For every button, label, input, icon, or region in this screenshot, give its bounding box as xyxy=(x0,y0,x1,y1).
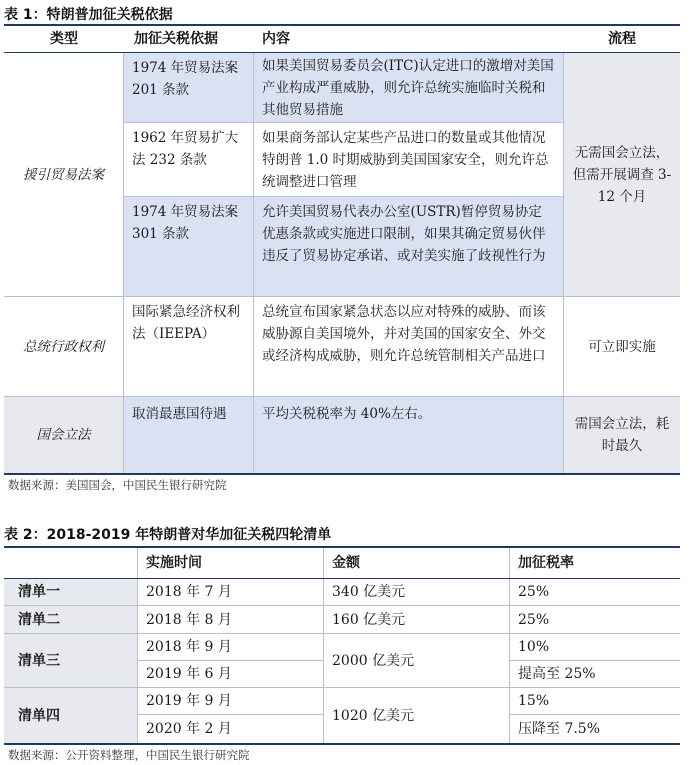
table2-header-amount: 金额 xyxy=(324,548,510,578)
table1-type-trade-acts: 援引贸易法案 xyxy=(4,53,124,297)
table2-list-2-date: 2018 年 8 月 xyxy=(138,606,324,634)
table2-list-3-date-1: 2018 年 9 月 xyxy=(138,634,324,661)
table2-list-1-date: 2018 年 7 月 xyxy=(138,579,324,606)
table1-content-201: 如果美国贸易委员会(ITC)认定进口的激增对美国产业构成严重威胁，则允许总统实施临时关税和其他贸易措施 xyxy=(254,53,564,123)
table2-list-4-date-1: 2019 年 9 月 xyxy=(138,688,324,715)
table2-list-3-rate-1: 10% xyxy=(510,634,680,661)
table2-source: 数据来源：公开资料整理，中国民生银行研究院 xyxy=(8,748,250,762)
table2-list-3-rate-2: 提高至 25% xyxy=(510,661,680,688)
table2-list-4-rate-1: 15% xyxy=(510,688,680,715)
table1-type-congress: 国会立法 xyxy=(4,397,124,473)
table1-type-executive: 总统行政权利 xyxy=(4,297,124,397)
table2-list-1-amount: 340 亿美元 xyxy=(324,579,510,606)
table1-header-type: 类型 xyxy=(50,31,78,47)
table1-content-ieepa: 总统宣布国家紧急状态以应对特殊的威胁、而该威胁源自美国境外，并对美国的国家安全、外交或经济构成威胁，则允许总统管制相关产品进口 xyxy=(254,297,564,397)
table1-header-basis: 加征关税依据 xyxy=(134,31,218,47)
table2-title: 表 2：2018-2019 年特朗普对华加征关税四轮清单 xyxy=(4,527,332,543)
table1-header-process: 流程 xyxy=(608,31,636,47)
table2-list-4-amount: 1020 亿美元 xyxy=(324,688,510,743)
table1-basis-mfn: 取消最惠国待遇 xyxy=(124,397,254,473)
table1-basis-ieepa: 国际紧急经济权利法（IEEPA） xyxy=(124,297,254,397)
table1-process-trade-acts: 无需国会立法，但需开展调查 3-12 个月 xyxy=(564,53,680,297)
table2-list-2-name: 清单二 xyxy=(4,606,138,634)
table1-content-301: 允许美国贸易代表办公室(USTR)暂停贸易协定优惠条款或实施进口限制，如果其确定贸易伙伴违反了贸易协定承诺、或对美实施了歧视性行为 xyxy=(254,197,564,297)
table2-header-list xyxy=(4,548,138,578)
table2-list-4-date-2: 2020 年 2 月 xyxy=(138,715,324,743)
table1-process-congress: 需国会立法，耗时最久 xyxy=(564,397,680,473)
table2-list-3-name: 清单三 xyxy=(4,634,138,688)
table1-basis-301: 1974 年贸易法案 301 条款 xyxy=(124,197,254,297)
table2-list-4-name: 清单四 xyxy=(4,688,138,743)
table1-content-mfn: 平均关税税率为 40%左右。 xyxy=(254,397,564,473)
table2-list-1-name: 清单一 xyxy=(4,579,138,606)
table2-list-2-rate: 25% xyxy=(510,606,680,634)
table1-basis-232: 1962 年贸易扩大法 232 条款 xyxy=(124,123,254,197)
table2-list-2-amount: 160 亿美元 xyxy=(324,606,510,634)
table2-list-3-date-2: 2019 年 6 月 xyxy=(138,661,324,688)
table1-bottom-rule xyxy=(4,473,680,475)
table1-title: 表 1：特朗普加征关税依据 xyxy=(4,7,173,23)
table1-header-content: 内容 xyxy=(262,31,290,47)
table1-source: 数据来源：美国国会，中国民生银行研究院 xyxy=(8,478,227,492)
table2-bottom-rule xyxy=(4,743,680,745)
table1-content-232: 如果商务部认定某些产品进口的数量或其他情况特朗普 1.0 时期威胁到美国国家安全，则允许总统调整进口管理 xyxy=(254,123,564,197)
table2-list-3-amount: 2000 亿美元 xyxy=(324,634,510,688)
table1-process-executive: 可立即实施 xyxy=(564,297,680,397)
table2-list-1-rate: 25% xyxy=(510,579,680,606)
table1-basis-201: 1974 年贸易法案 201 条款 xyxy=(124,53,254,123)
table2-header-rate: 加征税率 xyxy=(518,555,574,571)
table2-list-4-rate-2: 压降至 7.5% xyxy=(518,721,601,737)
table2-header-date: 实施时间 xyxy=(138,548,324,578)
